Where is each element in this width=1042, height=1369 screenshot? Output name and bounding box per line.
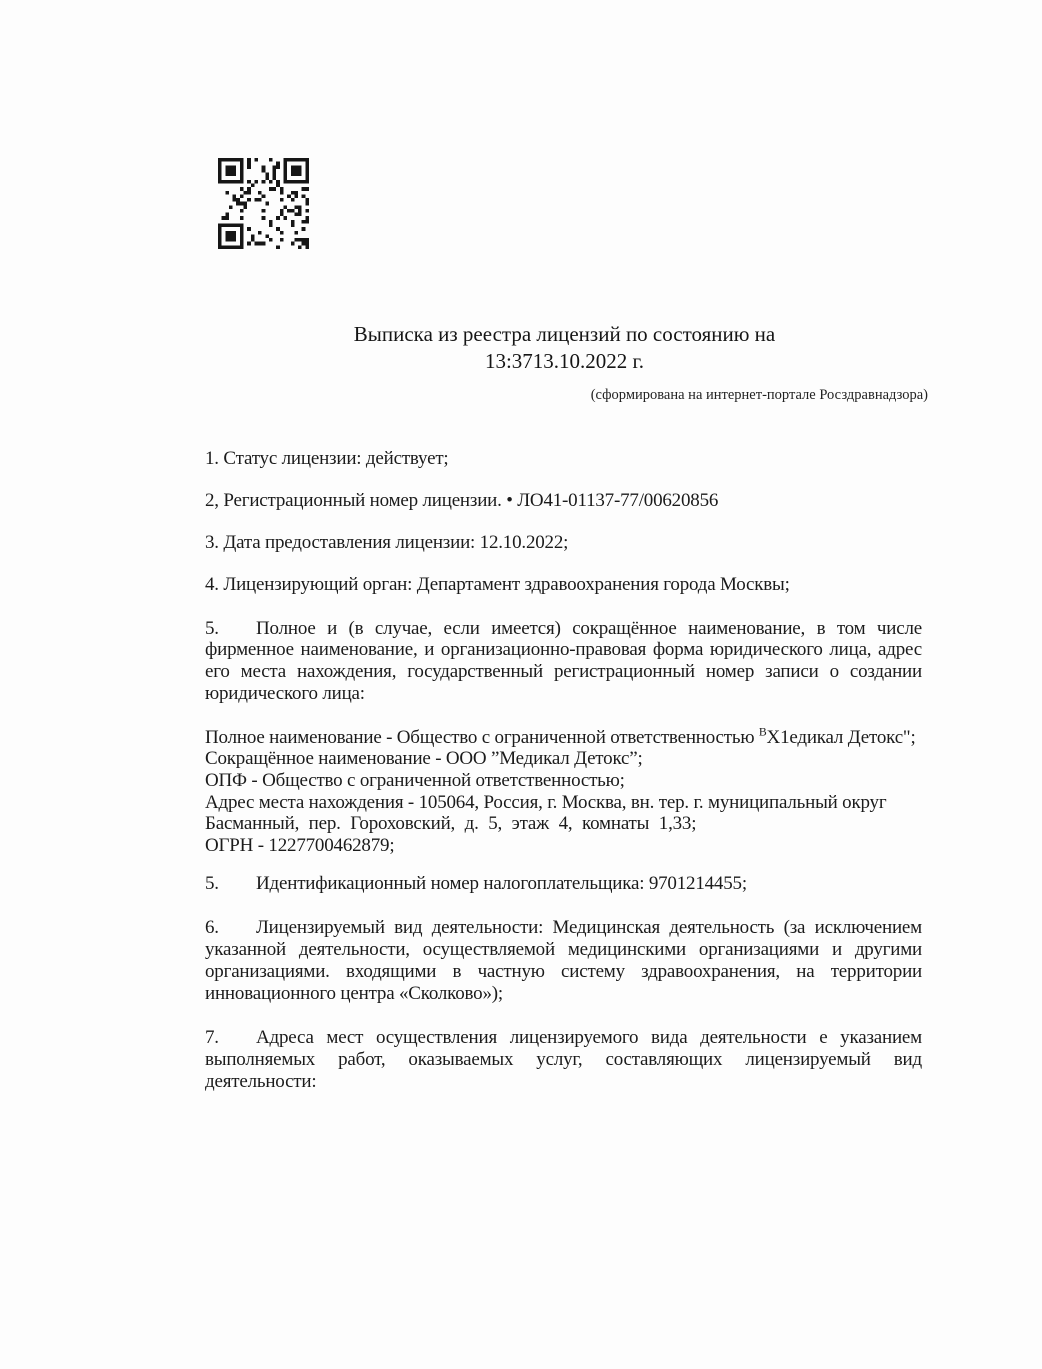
paragraph-number: 5. bbox=[205, 872, 219, 894]
org-full-name-superscript: В bbox=[758, 725, 767, 739]
org-ogrn-line: ОГРН - 1227700462879; bbox=[205, 835, 395, 857]
paragraph-text: Адреса мест осуществления лицензируемого вида деятельности е указанием выполняемых работ, оказываемых услуг, составляющих лицензируемый вид деятельности: bbox=[205, 1027, 922, 1092]
org-address-line-2: Басманный, пер. Гороховский, д. 5, этаж 4, комнаты 1,33; bbox=[205, 813, 697, 835]
paragraph-text: Лицензируемый вид деятельности: Медицинская деятельность (за исключением указанной деятельности, осуществляемой медицинскими организациями и другими организациями. входящими в частную систему здравоохранения, на территории инновационного центра «Сколково»); bbox=[205, 917, 922, 1004]
title-line-1: Выписка из реестра лицензий по состоянию на bbox=[353, 322, 776, 346]
org-full-name-rest: Х1едикал Детокс"; bbox=[766, 726, 916, 748]
document-title bbox=[206, 321, 923, 375]
paragraph-text: Полное и (в случае, если имеется) сокращённое наименование, в том числе фирменное наименование, и организационно-правовая форма юридического лица, адрес его места нахождения, государственный регистрационный номер записи о создании юридического лица: bbox=[205, 617, 922, 704]
paragraph-license-status: 1. Статус лицензии: действует; bbox=[205, 448, 449, 469]
paragraph-number: 5. bbox=[205, 617, 219, 639]
paragraph-number: 7. bbox=[205, 1027, 219, 1049]
paragraph-licensing-authority: 4. Лицензирующий орган: Департамент здравоохранения города Москвы; bbox=[205, 574, 790, 595]
org-short-name-line: Сокращённое наименование - ООО ”Медикал Детокс”; bbox=[205, 748, 643, 770]
document-body bbox=[205, 448, 922, 1113]
paragraph-5-org-heading bbox=[205, 618, 922, 705]
paragraph-grant-date: 3. Дата предоставления лицензии: 12.10.2022; bbox=[205, 532, 569, 553]
paragraph-6-activity-type bbox=[205, 917, 922, 1004]
paragraph-inn bbox=[205, 873, 922, 895]
paragraph-registration-number: 2, Регистрационный номер лицензии. • ЛО41-01137-77/00620856 bbox=[205, 490, 719, 511]
org-address-line-1: Адрес места нахождения - 105064, Россия, г. Москва, вн. тер. г. муниципальный округ bbox=[205, 791, 887, 813]
paragraph-7-activity-addresses bbox=[205, 1027, 922, 1092]
organization-details-block bbox=[205, 727, 922, 857]
qr-code-icon bbox=[218, 158, 309, 249]
org-full-name-pre: Полное наименование - Общество с ограниченной ответственностью bbox=[205, 726, 759, 748]
org-legal-form-line: ОПФ - Общество с ограниченной ответственностью; bbox=[205, 769, 625, 791]
org-full-name-line bbox=[205, 727, 922, 749]
paragraph-text: Идентификационный номер налогоплательщика: 9701214455; bbox=[256, 872, 747, 894]
title-line-2: 13:3713.10.2022 г. bbox=[484, 349, 645, 373]
paragraph-number: 6. bbox=[205, 917, 219, 939]
document-subtitle: (сформирована на интернет-портале Росздравнадзора) bbox=[590, 387, 928, 403]
